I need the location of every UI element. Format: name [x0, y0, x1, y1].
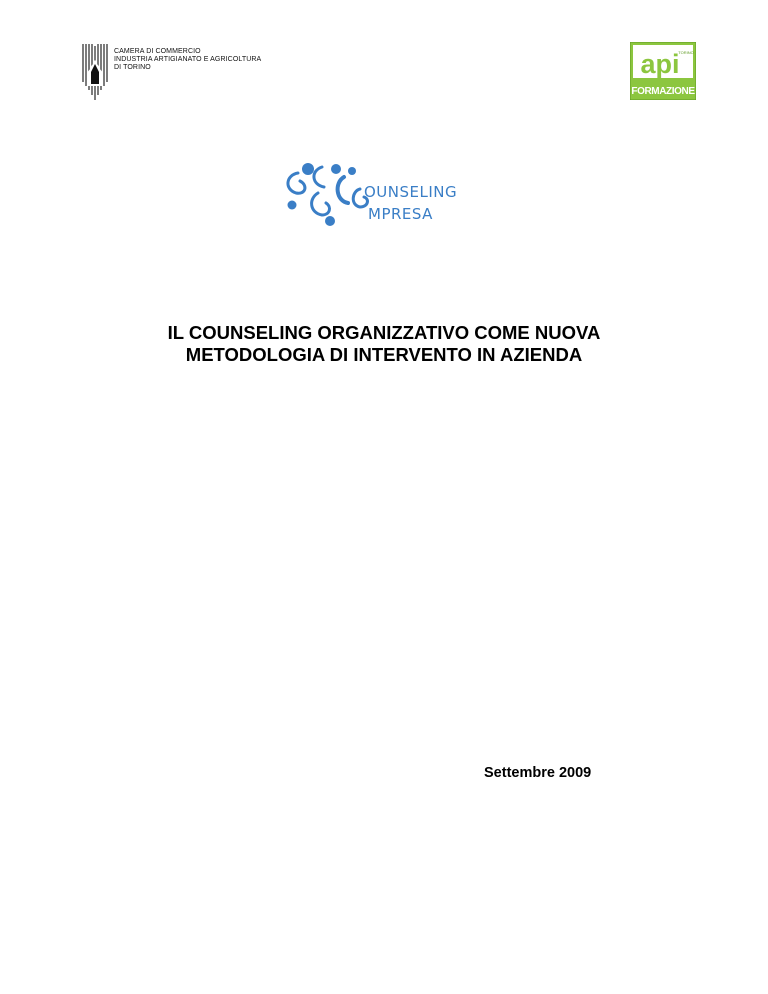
title-line: IL COUNSELING ORGANIZZATIVO COME NUOVA	[167, 322, 601, 343]
title-line: METODOLOGIA DI INTERVENTO IN AZIENDA	[185, 344, 583, 365]
dot-shape	[331, 164, 341, 174]
logo-text-line1: OUNSELING	[364, 183, 458, 201]
document-title	[0, 322, 768, 366]
chamber-name-line: INDUSTRIA ARTIGIANATO E AGRICOLTURA	[114, 56, 262, 63]
chamber-name-line: CAMERA DI COMMERCIO	[114, 48, 201, 55]
logo-text-line2: MPRESA	[368, 205, 433, 223]
swirl-shape	[312, 193, 330, 215]
dot-shape	[325, 216, 335, 226]
chamber-name	[114, 48, 261, 72]
api-small-text: TORINO	[678, 50, 694, 55]
dot-shape	[288, 201, 297, 210]
counseling-impresa-logo	[278, 155, 494, 233]
swirl-shape	[338, 177, 348, 203]
api-formazione-logo	[630, 42, 696, 100]
dot-shape	[348, 167, 356, 175]
mole-antonelliana-icon	[80, 42, 112, 102]
swirl-shape	[288, 173, 305, 193]
chamber-of-commerce-logo	[80, 42, 300, 104]
document-date: Settembre 2009	[484, 765, 592, 781]
dot-shape	[302, 163, 314, 175]
api-word: api	[640, 49, 680, 79]
chamber-name-line: DI TORINO	[114, 64, 151, 71]
swirl-shape	[314, 167, 324, 187]
api-banner: FORMAZIONE	[631, 86, 695, 97]
